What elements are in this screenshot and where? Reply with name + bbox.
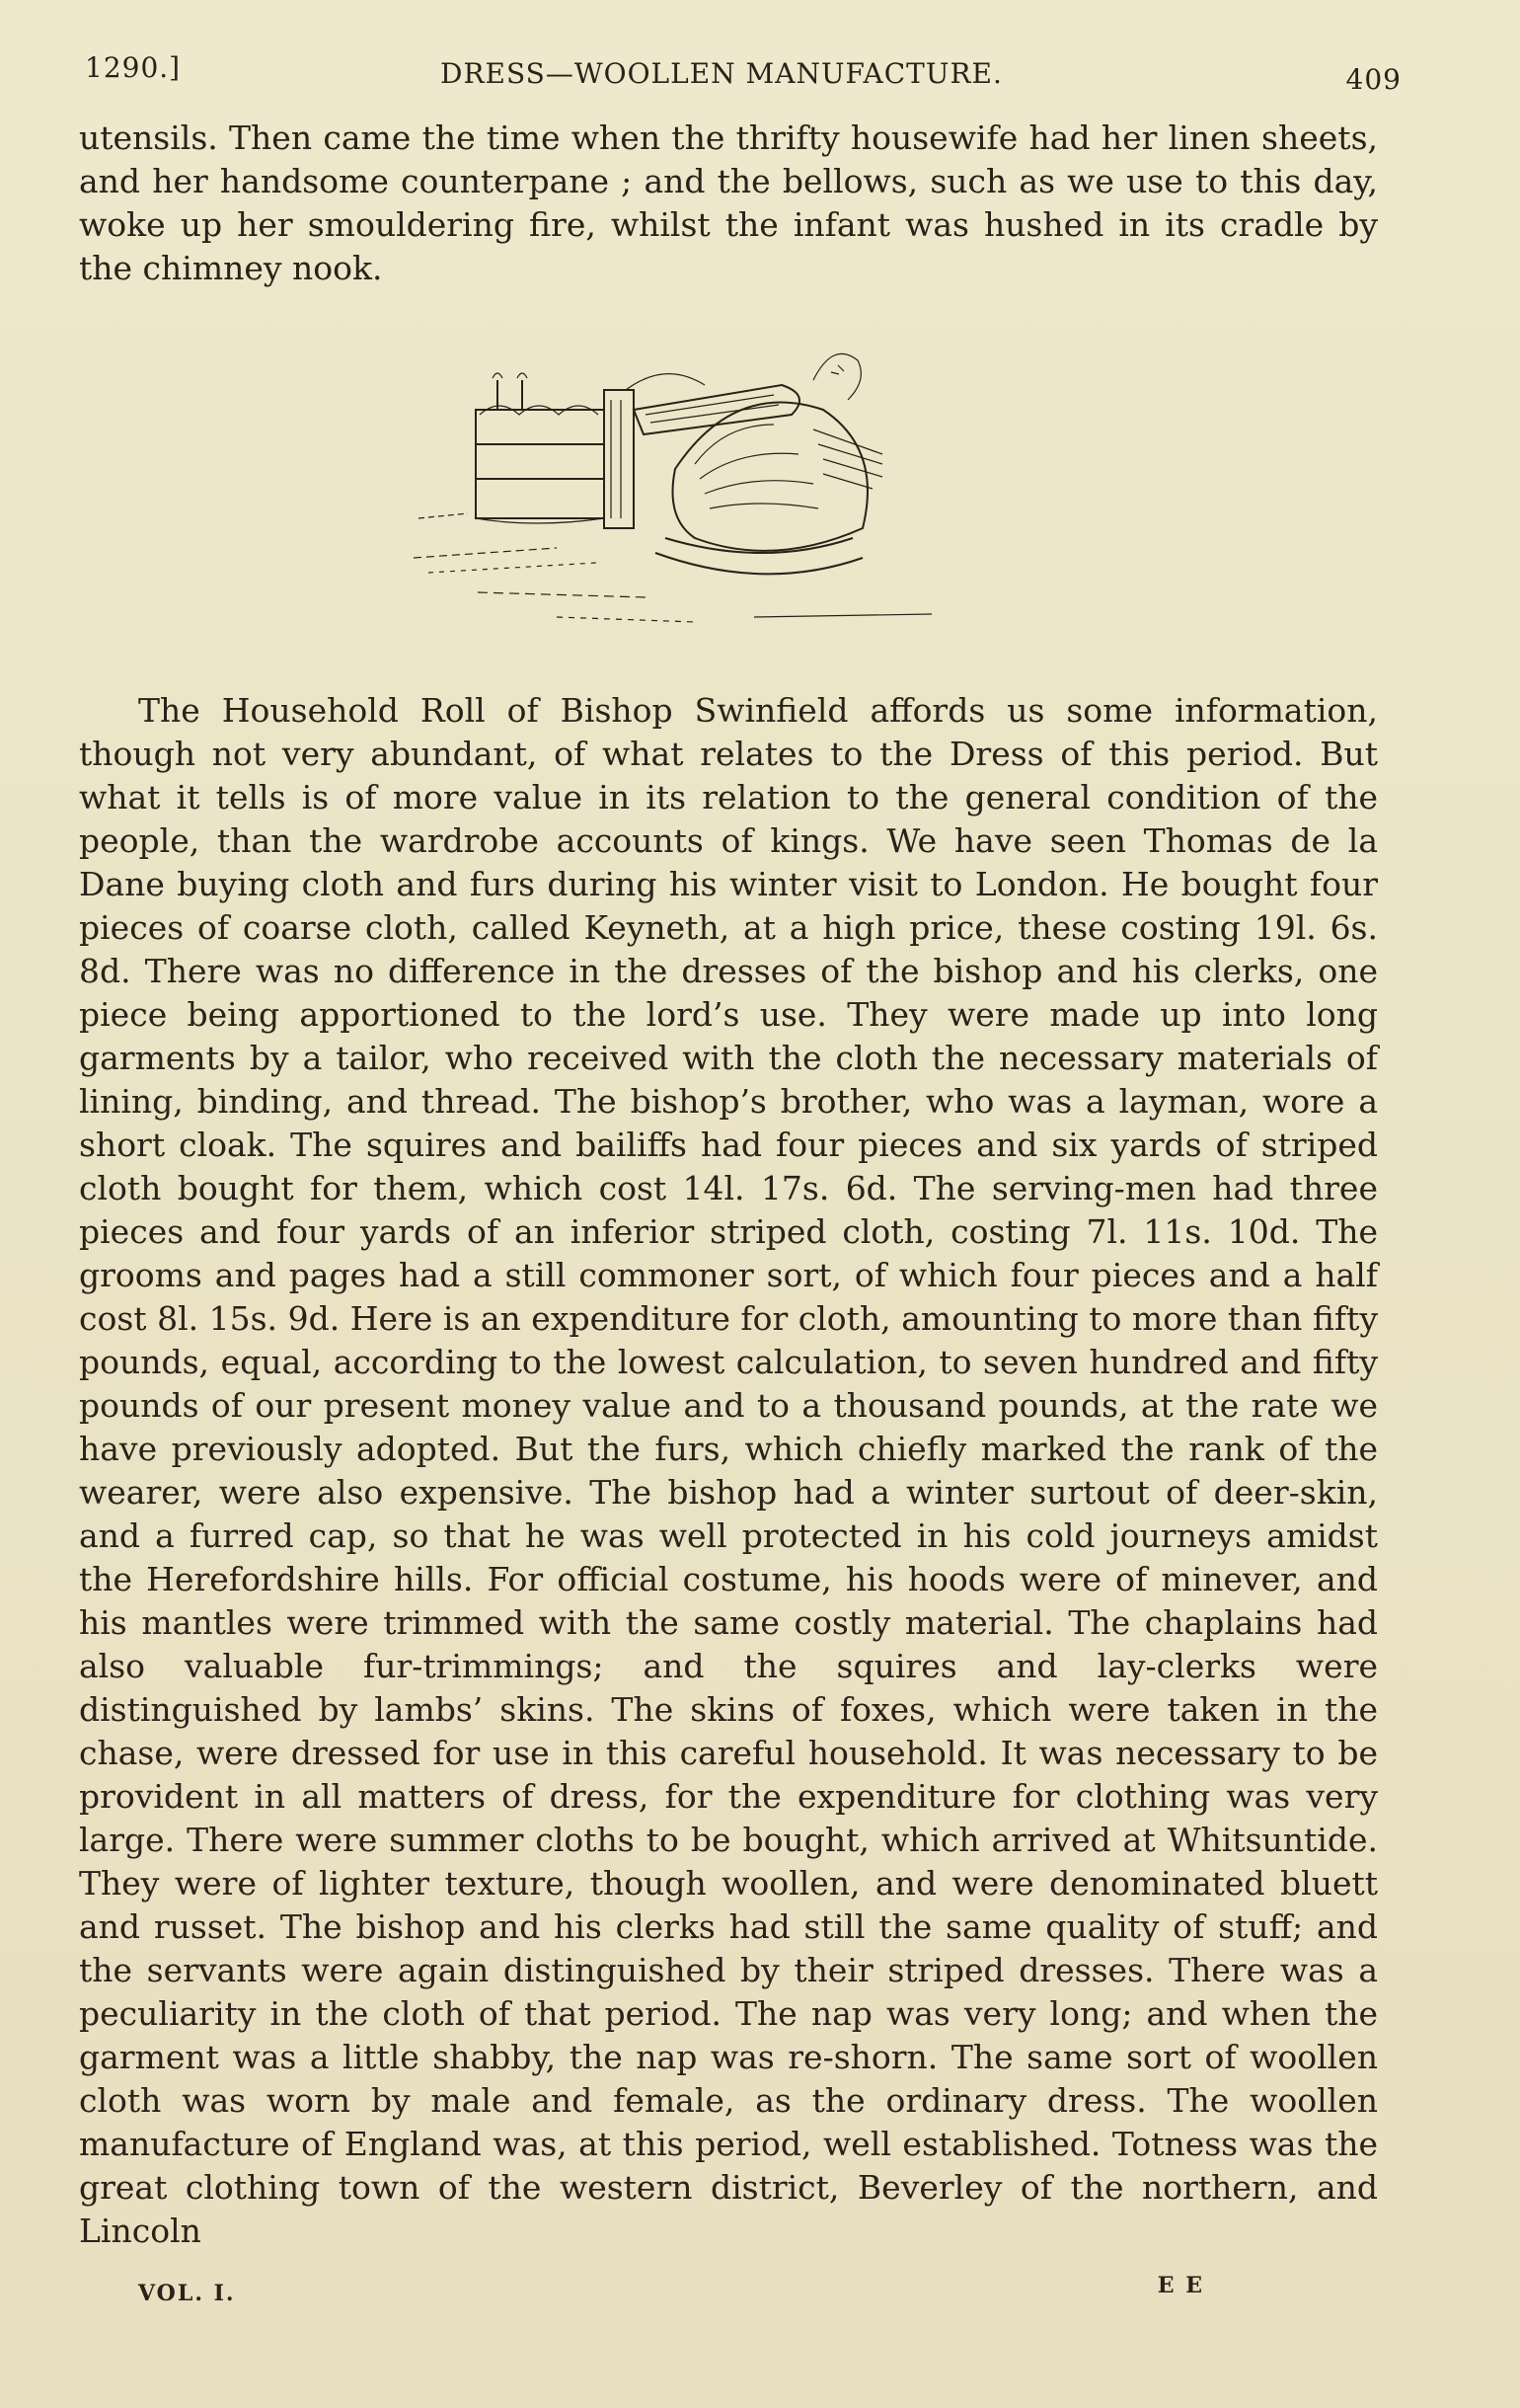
opening-paragraph: utensils. Then came the time when the thrifty housewife had her linen sheets, and her handsome counterpane ; and the bellows, such as we use to this day, woke up her smouldering fire, whilst the infant was hushed in its cradle by the chimney nook.: [79, 118, 1378, 287]
signature-mark: E E: [1157, 2273, 1204, 2298]
page-number: 409: [1345, 63, 1402, 96]
main-paragraph: The Household Roll of Bishop Swinfield affords us some information, though not very abundant, of what relates to the Dress of this period. But what it tells is of more value in its relation to the general condition of the people, than the wardrobe accounts of kings. We have seen Thomas de la Dane buying cloth and furs during his winter visit to London. He bought four pieces of coarse cloth, called Keyneth, at a high price, these costing 19l. 6s. 8d. There was no difference in the dresses of the bishop and his clerks, one piece being apportioned to the lord’s use. They were made up into long garments by a tailor, who received with the cloth the necessary materials of lining, binding, and thread. The bishop’s brother, who was a layman, wore a short cloak. The squires and bailiffs had four pieces and six yards of striped cloth bought for them, which cost 14l. 17s. 6d. The serving-men had three pieces and four yards of an inferior striped cloth, costing 7l. 11s. 10d. The grooms and pages had a still commoner sort, of which four pieces and a half cost 8l. 15s. 9d. Here is an expenditure for cloth, amounting to more than fifty pounds, equal, according to the lowest calculation, to seven hundred and fifty pounds of our present money value and to a thousand pounds, at the rate we have previously adopted. But the furs, which chiefly marked the rank of the wearer, were also expensive. The bishop had a winter surtout of deer-skin, and a furred cap, so that he was well protected in his cold journeys amidst the Herefordshire hills. For official costume, his hoods were of minever, and his mantles were trimmed with the same costly material. The chaplains had also valuable fur-trimmings; and the squires and lay-clerks were distinguished by lambs’ skins. The skins of foxes, which were taken in the chase, were dressed for use in this careful household. It was necessary to be provident in all matters of dress, for the expenditure for clothing was very large. There were summer cloths to be bought, which arrived at Whitsuntide. They were of lighter texture, though woollen, and were denominated bluett and russet. The bishop and his clerks had still the same quality of stuff; and the servants were again distinguished by their striped dresses. There was a peculiarity in the cloth of that period. The nap was very long; and when the garment was a little shabby, the nap was re-shorn. The same sort of woollen cloth was worn by male and female, as the ordinary dress. The woollen manufacture of England was, at this period, well established. Totness was the great clothing town of the western district, Beverley of the northern, and Lincoln: [79, 691, 1378, 2250]
opening-paragraph-block: [79, 117, 1378, 290]
cradle-illustration: [399, 321, 967, 637]
page-header: [85, 51, 1402, 101]
volume-label: VOL. I.: [138, 2281, 236, 2306]
main-paragraph-block: [79, 689, 1378, 2253]
cradle-bellows-engraving: [399, 321, 967, 637]
running-title: DRESS—WOOLLEN MANUFACTURE.: [440, 57, 1003, 90]
page-footer: [138, 2273, 1204, 2312]
header-year: 1290.]: [85, 51, 182, 84]
